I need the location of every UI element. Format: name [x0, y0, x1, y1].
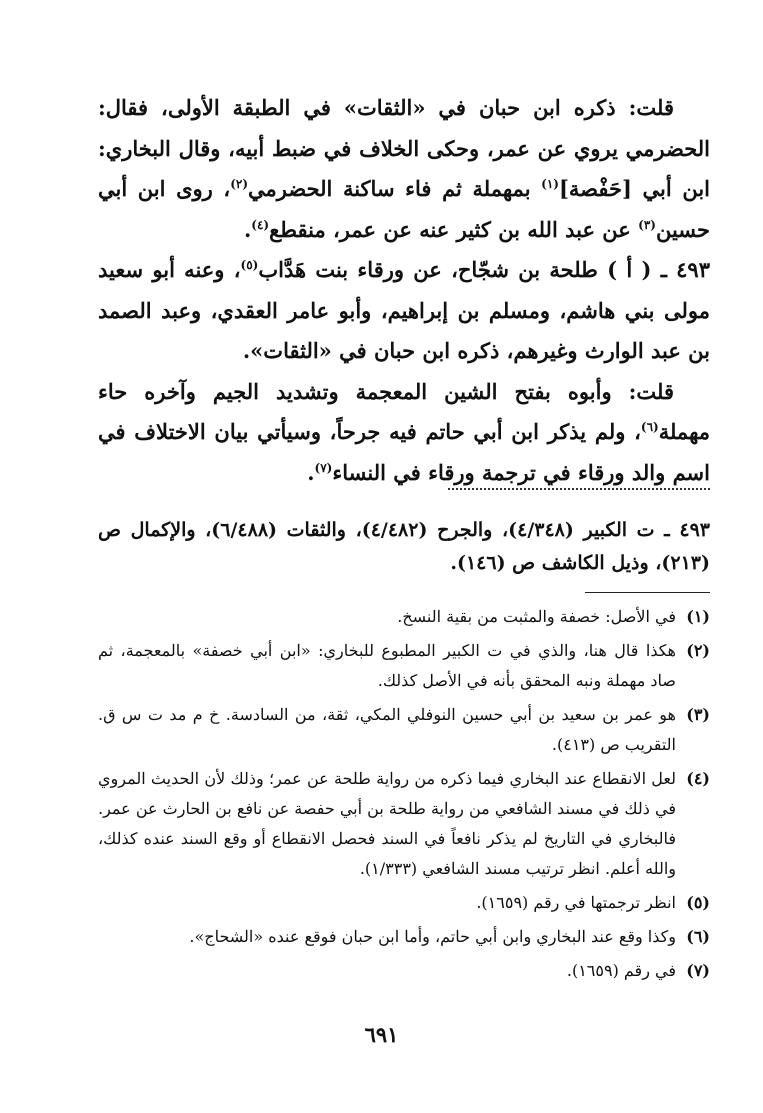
footnote-ref-3[interactable]: (٣) [638, 217, 656, 232]
paragraph-commentary-1 [98, 88, 710, 250]
main-text [98, 88, 710, 493]
footnote-ref-1[interactable]: (١) [541, 177, 559, 191]
footnote-number: (١) [686, 607, 710, 626]
footnote-4 [98, 764, 710, 884]
footnote-ref-4[interactable]: (٤) [251, 217, 270, 232]
footnote-number: (٦) [686, 927, 710, 946]
footnote-text: وكذا وقع عند البخاري وابن أبي حاتم، وأما ابن حبان فوقع عنده «الشحاج». [189, 927, 676, 946]
text-run: ، وعنه أبو سعيد مولى بني هاشم، ومسلم بن إبراهيم، وأبو عامر العقدي، وعبد الصمد بن عبد الوارث وغيرهم، ذكره ابن حبان في «الثقات». [98, 257, 710, 363]
footnote-number: (٥) [686, 893, 710, 912]
text-run: قلت: وأبوه بفتح الشين المعجمة وتشديد الجيم وآخره حاء مهملة [98, 378, 710, 444]
footnote-ref-7[interactable]: (٧) [314, 460, 333, 475]
footnote-number: (٤) [686, 769, 710, 788]
footnote-text: لعل الانقطاع عند البخاري فيما ذكره من رواية طلحة عن عمر؛ وذلك لأن الحديث المروي في ذلك في مسند الشافعي من رواية طلحة بن أبي حفصة عن نافع بن الحارث عن عمر. فالبخاري في التاريخ لم يذكر نافعاً في السند فحصل الانقطاع أو وقع السند عنده كذلك، والله أعلم. انظر ترتيب مسند الشافعي (١/٣٣٣). [98, 769, 676, 878]
footnote-1 [98, 602, 710, 632]
footnote-text: انظر ترجمتها في رقم (١٦٥٩). [476, 893, 676, 912]
text-run: ، ولم يذكر ابن أبي حاتم فيه جرحاً، وسيأتي بيان الاختلاف في اسم والد ورقاء في ترجمة ورقاء في النساء [98, 419, 710, 485]
dotted-separator [448, 488, 710, 490]
footnote-2 [98, 636, 710, 696]
footnotes [98, 602, 710, 986]
footnote-7 [98, 956, 710, 986]
text-run: . [307, 459, 315, 485]
source-references [98, 514, 710, 580]
text-run: ٤٩٣ ـ ( أ ) طلحة بن شجّاح، عن ورقاء بنت هَدَّاب [258, 257, 710, 282]
footnote-6 [98, 922, 710, 952]
footnote-text: في الأصل: خصفة والمثبت من بقية النسخ. [397, 607, 676, 626]
footnote-ref-2[interactable]: (٢) [230, 177, 249, 191]
footnote-number: (٢) [686, 641, 710, 660]
paragraph-commentary-2 [98, 372, 710, 494]
text-run: ، روى ابن أبي حسين [98, 176, 710, 242]
text-run: . [243, 216, 252, 242]
footnote-3 [98, 700, 710, 760]
text-run: قلت: ذكره ابن حبان في «الثقات» في الطبقة الأولى، فقال: الحضرمي يروي عن عمر، وحكى الخلاف في ضبط أبيه، وقال البخاري: ابن أبي [حَفْصة] [98, 95, 711, 201]
footnote-number: (٣) [686, 705, 710, 724]
footnote-ref-5[interactable]: (٥) [240, 258, 259, 272]
footnote-ref-6[interactable]: (٦) [640, 420, 659, 434]
footnote-5 [98, 888, 710, 918]
paragraph-entry-493a [98, 250, 710, 372]
text-run: بمهملة ثم فاء ساكنة الحضرمي [248, 176, 542, 201]
footnote-text: في رقم (١٦٥٩). [566, 961, 676, 980]
page-number: ٦٩١ [364, 1022, 399, 1047]
footnote-text: هو عمر بن سعيد بن أبي حسين النوفلي المكي، ثقة، من السادسة. خ م مد ت س ق. التقريب ص (٤١٣). [98, 705, 676, 754]
text-run: عن عبد الله بن كثير عنه عن عمر، منقطع [269, 216, 639, 242]
footnote-rule [585, 592, 710, 593]
footnote-number: (٧) [686, 961, 710, 980]
source-references-text: ٤٩٣ ـ ت الكبير (٤/٣٤٨)، والجرح (٤/٤٨٢)، والثقات (٦/٤٨٨)، والإكمال ص (٢١٣)، وذيل الكاشف ص (١٤٦). [98, 519, 710, 574]
footnote-text: هكذا قال هنا، والذي في ت الكبير المطبوع للبخاري: «ابن أبي خصفة» بالمعجمة، ثم صاد مهملة ونبه المحقق بأنه في الأصل كذلك. [98, 641, 676, 690]
